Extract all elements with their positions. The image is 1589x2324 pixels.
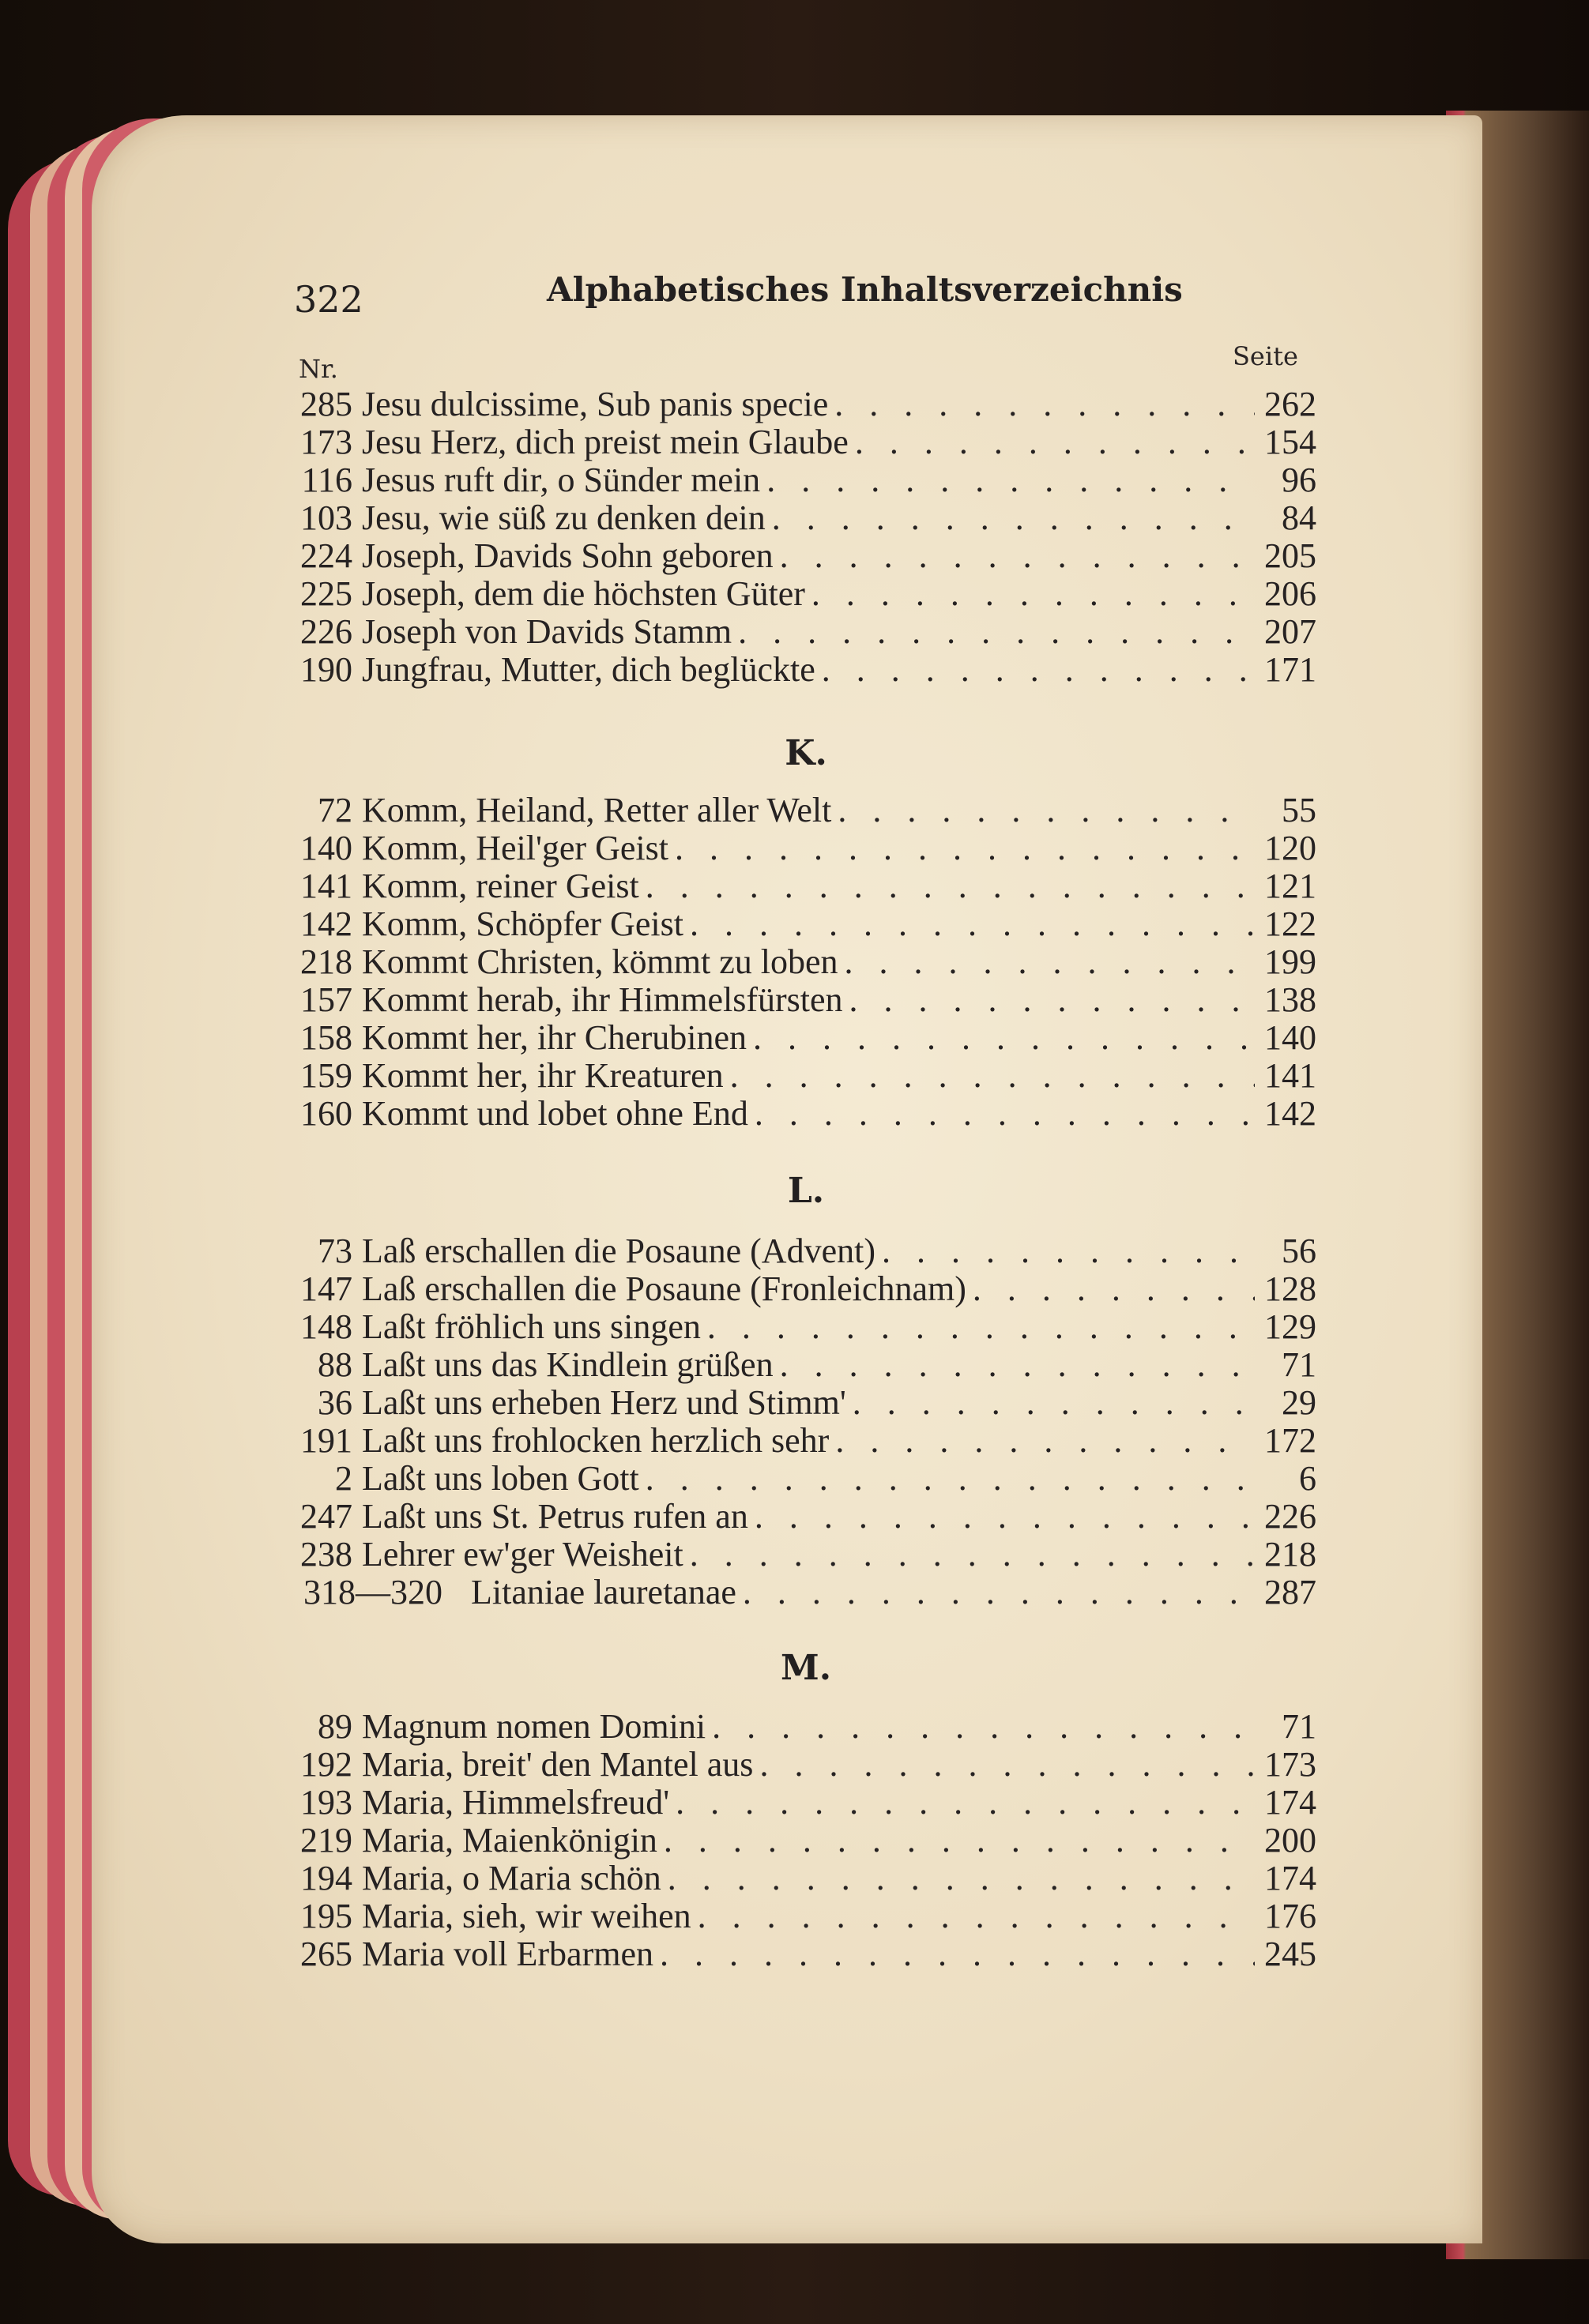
- leader-dots: [646, 866, 1255, 906]
- entry-title: Komm, Heiland, Retter aller Welt: [362, 791, 832, 829]
- entry-title: Laßt uns St. Petrus rufen an: [362, 1497, 748, 1536]
- index-entry: [297, 1344, 1316, 1382]
- entry-page: 128: [1264, 1269, 1316, 1308]
- index-entry: [297, 942, 1316, 980]
- entry-page: 207: [1264, 612, 1316, 651]
- entry-number: 191: [300, 1421, 352, 1460]
- index-entry: [297, 536, 1316, 573]
- entry-number: 247: [300, 1497, 352, 1536]
- entry-number: 88: [318, 1345, 352, 1384]
- entry-page: 71: [1282, 1345, 1316, 1384]
- leader-dots: [772, 498, 1255, 538]
- index-entry: [297, 649, 1316, 687]
- entry-number: 158: [300, 1018, 352, 1057]
- leader-dots: [834, 384, 1255, 424]
- entry-number: 89: [318, 1707, 352, 1746]
- leader-dots: [738, 611, 1255, 652]
- leader-dots: [838, 790, 1255, 830]
- entry-title: Jesu dulcissime, Sub panis specie: [362, 385, 829, 423]
- entry-page: 121: [1264, 867, 1316, 905]
- index-entry: [297, 1307, 1316, 1344]
- entry-number: 224: [300, 536, 352, 575]
- leader-dots: [845, 942, 1255, 982]
- entry-title: Lehrer ew'ger Weisheit: [362, 1535, 683, 1574]
- leader-dots: [743, 1572, 1255, 1612]
- entry-title: Jesu Herz, dich preist mein Glaube: [362, 423, 849, 461]
- entry-number: 173: [300, 423, 352, 461]
- index-entry: [297, 1093, 1316, 1131]
- page-title: Alphabetisches Inhaltsverzeichnis: [547, 270, 1183, 309]
- index-entry: [297, 866, 1316, 904]
- entry-page: 141: [1264, 1056, 1316, 1095]
- entry-title: Joseph, Davids Sohn geboren: [362, 536, 774, 575]
- index-entry: [297, 1782, 1316, 1820]
- index-entry: [297, 1017, 1316, 1055]
- index-entry: [297, 1896, 1316, 1934]
- index-entry: [297, 828, 1316, 866]
- leader-dots: [973, 1269, 1255, 1309]
- page-number: 322: [294, 278, 363, 321]
- entry-title: Laßt uns erheben Herz und Stimm': [362, 1383, 846, 1422]
- entry-title: Maria, breit' den Mantel aus: [362, 1745, 754, 1784]
- entry-page: 200: [1264, 1821, 1316, 1860]
- leader-dots: [707, 1307, 1255, 1347]
- index-entry: [297, 422, 1316, 460]
- entry-number: 226: [300, 612, 352, 651]
- entry-title: Jesus ruft dir, o Sünder mein: [362, 461, 761, 499]
- entry-title: Litaniae lauretanae: [471, 1573, 736, 1611]
- section-heading-l: L.: [787, 1171, 825, 1211]
- leader-dots: [755, 1496, 1255, 1536]
- entry-title: Magnum nomen Domini: [362, 1707, 706, 1746]
- entry-number: 103: [300, 498, 352, 537]
- entry-title: Laßt fröhlich uns singen: [362, 1307, 701, 1346]
- entry-title: Laßt uns das Kindlein grüßen: [362, 1345, 774, 1384]
- entry-page: 174: [1264, 1783, 1316, 1822]
- entry-page: 96: [1282, 461, 1316, 499]
- entry-page: 262: [1264, 385, 1316, 423]
- index-entry: [297, 573, 1316, 611]
- entry-title: Jesu, wie süß zu denken dein: [362, 498, 766, 537]
- entry-number: 225: [300, 574, 352, 613]
- leader-dots: [698, 1896, 1255, 1936]
- leader-dots: [646, 1458, 1255, 1499]
- leader-dots: [664, 1820, 1255, 1860]
- index-entry: [297, 790, 1316, 828]
- entry-number: 160: [300, 1094, 352, 1133]
- index-entry: [297, 1858, 1316, 1896]
- entry-page: 140: [1264, 1018, 1316, 1057]
- leader-dots: [755, 1093, 1255, 1134]
- index-entry: [297, 1496, 1316, 1534]
- leader-dots: [690, 1534, 1255, 1574]
- entry-page: 122: [1264, 904, 1316, 943]
- index-entry: [297, 611, 1316, 649]
- leader-dots: [853, 1382, 1255, 1423]
- index-entry: [297, 1269, 1316, 1307]
- entry-number: 147: [300, 1269, 352, 1308]
- entry-number: 195: [300, 1897, 352, 1935]
- entry-page: 173: [1264, 1745, 1316, 1784]
- entry-title: Komm, reiner Geist: [362, 867, 639, 905]
- entry-page: 205: [1264, 536, 1316, 575]
- entry-title: Maria, sieh, wir weihen: [362, 1897, 691, 1935]
- entry-number: 73: [318, 1232, 352, 1270]
- entry-number: 194: [300, 1859, 352, 1897]
- entry-page: 171: [1264, 650, 1316, 689]
- entry-number: 192: [300, 1745, 352, 1784]
- entry-title: Laßt uns frohlocken herzlich sehr: [362, 1421, 830, 1460]
- leader-dots: [882, 1231, 1255, 1271]
- leader-dots: [780, 536, 1255, 576]
- entry-number: 141: [300, 867, 352, 905]
- leader-dots: [811, 573, 1255, 614]
- entry-number: 265: [300, 1935, 352, 1973]
- index-entry: [297, 1572, 1316, 1610]
- entry-number: 318—320: [303, 1573, 442, 1611]
- leader-dots: [660, 1934, 1255, 1974]
- entry-page: 29: [1282, 1383, 1316, 1422]
- entry-title: Laßt uns loben Gott: [362, 1459, 639, 1498]
- index-entry: [297, 460, 1316, 498]
- leader-dots: [766, 460, 1255, 500]
- leader-dots: [780, 1344, 1255, 1385]
- entry-number: 116: [301, 461, 352, 499]
- entry-page: 245: [1264, 1935, 1316, 1973]
- entry-page: 6: [1299, 1459, 1316, 1498]
- entry-number: 159: [300, 1056, 352, 1095]
- index-entry: [297, 1706, 1316, 1744]
- entry-title: Joseph, dem die höchsten Güter: [362, 574, 805, 613]
- entry-title: Laß erschallen die Posaune (Fronleichnam): [362, 1269, 966, 1308]
- leader-dots: [849, 980, 1255, 1020]
- entry-title: Kommt her, ihr Cherubinen: [362, 1018, 747, 1057]
- leader-dots: [675, 828, 1255, 868]
- entry-number: 142: [300, 904, 352, 943]
- entry-page: 174: [1264, 1859, 1316, 1897]
- entry-number: 2: [335, 1459, 352, 1498]
- entry-page: 129: [1264, 1307, 1316, 1346]
- entry-number: 140: [300, 829, 352, 867]
- entry-page: 71: [1282, 1707, 1316, 1746]
- index-entry: [297, 1934, 1316, 1972]
- entry-title: Joseph von Davids Stamm: [362, 612, 732, 651]
- entry-number: 72: [318, 791, 352, 829]
- entry-number: 190: [300, 650, 352, 689]
- section-heading-m: M.: [780, 1648, 832, 1688]
- index-entry: [297, 1534, 1316, 1572]
- index-entry: [297, 1744, 1316, 1782]
- index-entry: [297, 498, 1316, 536]
- entry-title: Komm, Heil'ger Geist: [362, 829, 668, 867]
- entry-page: 287: [1264, 1573, 1316, 1611]
- leader-dots: [730, 1055, 1255, 1096]
- leader-dots: [676, 1782, 1255, 1822]
- entry-title: Jungfrau, Mutter, dich beglückte: [362, 650, 815, 689]
- index-entry: [297, 1458, 1316, 1496]
- leader-dots: [712, 1706, 1255, 1747]
- section-heading-k: K.: [785, 733, 827, 773]
- entry-page: 138: [1264, 980, 1316, 1019]
- entry-title: Maria, o Maria schön: [362, 1859, 661, 1897]
- entry-page: 218: [1264, 1535, 1316, 1574]
- entry-number: 193: [300, 1783, 352, 1822]
- entry-page: 172: [1264, 1421, 1316, 1460]
- leader-dots: [759, 1744, 1255, 1784]
- entry-title: Kommt her, ihr Kreaturen: [362, 1056, 724, 1095]
- index-entry: [297, 1820, 1316, 1858]
- entry-title: Kommt und lobet ohne End: [362, 1094, 748, 1133]
- column-header-nr: Nr.: [299, 354, 338, 384]
- entry-title: Komm, Schöpfer Geist: [362, 904, 683, 943]
- entry-title: Kommt Christen, kömmt zu loben: [362, 942, 838, 981]
- entry-page: 120: [1264, 829, 1316, 867]
- entry-number: 148: [300, 1307, 352, 1346]
- entry-page: 142: [1264, 1094, 1316, 1133]
- leader-dots: [855, 422, 1255, 462]
- index-entry: [297, 1231, 1316, 1269]
- leader-dots: [668, 1858, 1255, 1898]
- entry-number: 238: [300, 1535, 352, 1574]
- entry-page: 199: [1264, 942, 1316, 981]
- entry-number: 218: [300, 942, 352, 981]
- leader-dots: [753, 1017, 1255, 1058]
- entry-title: Maria voll Erbarmen: [362, 1935, 653, 1973]
- leader-dots: [822, 649, 1255, 690]
- index-entry: [297, 980, 1316, 1017]
- entry-page: 55: [1282, 791, 1316, 829]
- entry-title: Maria, Maienkönigin: [362, 1821, 657, 1860]
- entry-page: 154: [1264, 423, 1316, 461]
- entry-title: Kommt herab, ihr Himmelsfürsten: [362, 980, 843, 1019]
- column-header-seite: Seite: [1233, 341, 1298, 371]
- entry-page: 176: [1264, 1897, 1316, 1935]
- entry-page: 56: [1282, 1232, 1316, 1270]
- leader-dots: [835, 1420, 1255, 1461]
- index-entry: [297, 1420, 1316, 1458]
- index-entry: [297, 1382, 1316, 1420]
- index-entry: [297, 384, 1316, 422]
- leader-dots: [690, 904, 1255, 944]
- entry-page: 84: [1282, 498, 1316, 537]
- entry-page: 206: [1264, 574, 1316, 613]
- entry-number: 36: [318, 1383, 352, 1422]
- index-entry: [297, 904, 1316, 942]
- index-entry: [297, 1055, 1316, 1093]
- entry-title: Maria, Himmelsfreud': [362, 1783, 670, 1822]
- entry-number: 219: [300, 1821, 352, 1860]
- entry-title: Laß erschallen die Posaune (Advent): [362, 1232, 875, 1270]
- entry-page: 226: [1264, 1497, 1316, 1536]
- entry-number: 285: [300, 385, 352, 423]
- entry-number: 157: [300, 980, 352, 1019]
